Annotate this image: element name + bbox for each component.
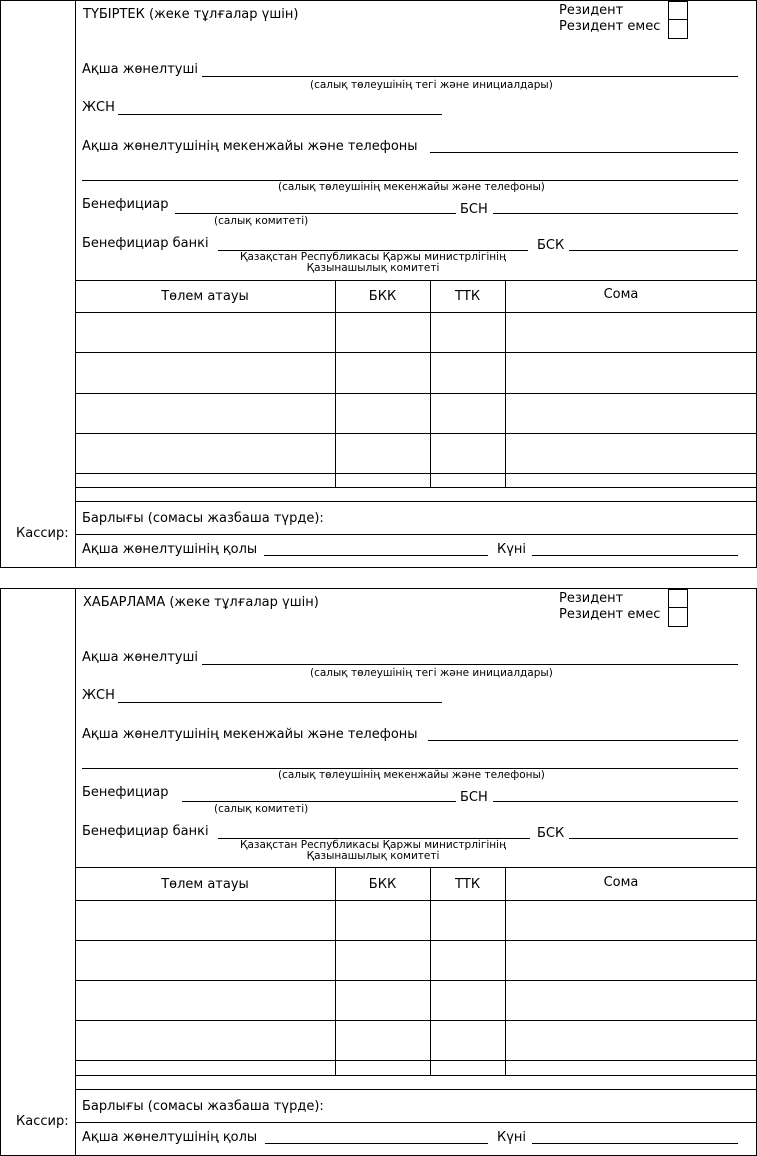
date-label: Күні [497, 542, 527, 557]
beneficiary-caption: (салық комитеті) [214, 215, 309, 227]
beneficiary-label: Бенефициар [82, 197, 169, 212]
bin-label: БСН [460, 202, 488, 217]
iin-field[interactable] [118, 114, 442, 115]
bank-label: Бенефициар банкі [82, 824, 209, 839]
non-resident-label: Резидент емес [559, 19, 661, 34]
signature-field[interactable] [264, 555, 488, 556]
form-title: ХАБАРЛАМА (жеке тұлғалар үшін) [83, 595, 319, 610]
bin-field[interactable] [493, 801, 738, 802]
sender-label: Ақша жөнелтуші [82, 650, 198, 665]
iin-label: ЖСН [82, 100, 115, 115]
address-field[interactable] [430, 152, 738, 153]
resident-label: Резидент [559, 3, 624, 18]
table-col-divider [505, 867, 506, 1075]
table-col-divider [430, 280, 431, 487]
sender-caption: (салық төлеушінің тегі және инициалдары) [310, 79, 553, 91]
resident-checkbox[interactable] [668, 1, 688, 20]
bic-label: БСК [537, 826, 565, 841]
table-header-amount: Сома [603, 287, 639, 302]
signature-label: Ақша жөнелтушінің қолы [82, 542, 258, 557]
signature-label: Ақша жөнелтушінің қолы [82, 1130, 258, 1145]
table-row[interactable] [75, 1060, 757, 1061]
cashier-label: Кассир: [16, 1114, 69, 1129]
sender-caption: (салық төлеушінің тегі және инициалдары) [310, 667, 553, 679]
date-field[interactable] [532, 1143, 738, 1144]
table-row[interactable] [75, 1075, 757, 1076]
form-title: ТҮБІРТЕК (жеке тұлғалар үшін) [83, 7, 299, 22]
bin-field[interactable] [493, 213, 738, 214]
address-label: Ақша жөнелтушінің мекенжайы және телефоны [82, 727, 418, 742]
table-row[interactable] [75, 393, 757, 394]
table-header-amount: Сома [603, 875, 639, 890]
total-row-divider [75, 1122, 757, 1123]
blank-row-divider [75, 501, 757, 502]
table-col-divider [430, 867, 431, 1075]
table-header-bkk: БКК [368, 289, 397, 304]
bank-caption-2: Қазынашылық комитеті [306, 850, 440, 862]
receipt-form-stub [0, 0, 757, 568]
total-row-divider [75, 534, 757, 535]
total-label: Барлығы (сомасы жазбаша түрде): [82, 511, 324, 526]
bank-caption-1: Қазақстан Республикасы Қаржы министрлігінің [239, 839, 507, 851]
table-row[interactable] [75, 433, 757, 434]
table-row[interactable] [75, 352, 757, 353]
table-header-bottom [75, 312, 757, 313]
beneficiary-field[interactable] [175, 213, 456, 214]
table-row[interactable] [75, 940, 757, 941]
resident-checkbox[interactable] [668, 589, 688, 608]
beneficiary-label: Бенефициар [82, 785, 169, 800]
bank-caption-2: Қазынашылық комитеті [306, 262, 440, 274]
cashier-column-divider [75, 588, 76, 1156]
bank-caption-1: Қазақстан Республикасы Қаржы министрлігінің [239, 251, 507, 263]
table-col-divider [505, 280, 506, 487]
address-caption: (салық төлеушінің мекенжайы және телефоны) [278, 181, 545, 193]
date-field[interactable] [532, 555, 738, 556]
bic-field[interactable] [569, 838, 738, 839]
resident-label: Резидент [559, 591, 624, 606]
table-header-ttk: ТТК [454, 289, 481, 304]
table-header-bkk: БКК [368, 877, 397, 892]
bin-label: БСН [460, 790, 488, 805]
table-col-divider [335, 867, 336, 1075]
date-label: Күні [497, 1130, 527, 1145]
table-row[interactable] [75, 980, 757, 981]
iin-label: ЖСН [82, 688, 115, 703]
bank-label: Бенефициар банкі [82, 236, 209, 251]
blank-row-divider [75, 1089, 757, 1090]
table-header-payment-name: Төлем атауы [161, 289, 249, 304]
table-header-ttk: ТТК [454, 877, 481, 892]
address-caption: (салық төлеушінің мекенжайы және телефоны) [278, 769, 545, 781]
cashier-column-divider [75, 0, 76, 568]
cashier-label: Кассир: [16, 526, 69, 541]
address-label: Ақша жөнелтушінің мекенжайы және телефоны [82, 139, 418, 154]
notice-form [0, 588, 757, 1156]
address-field[interactable] [428, 740, 738, 741]
sender-label: Ақша жөнелтуші [82, 62, 198, 77]
beneficiary-caption: (салық комитеті) [214, 803, 309, 815]
table-row[interactable] [75, 1020, 757, 1021]
non-resident-label: Резидент емес [559, 607, 661, 622]
sender-field[interactable] [202, 76, 738, 77]
iin-field[interactable] [118, 702, 442, 703]
sender-field[interactable] [202, 664, 738, 665]
table-row[interactable] [75, 473, 757, 474]
table-top-border [75, 867, 757, 868]
bic-label: БСК [537, 238, 565, 253]
bic-field[interactable] [569, 250, 738, 251]
total-label: Барлығы (сомасы жазбаша түрде): [82, 1099, 324, 1114]
non-resident-checkbox[interactable] [668, 607, 688, 627]
signature-field[interactable] [265, 1143, 488, 1144]
table-top-border [75, 280, 757, 281]
table-header-payment-name: Төлем атауы [161, 877, 249, 892]
beneficiary-field[interactable] [182, 801, 456, 802]
table-header-bottom [75, 900, 757, 901]
table-row[interactable] [75, 487, 757, 488]
table-col-divider [335, 280, 336, 487]
non-resident-checkbox[interactable] [668, 19, 688, 39]
